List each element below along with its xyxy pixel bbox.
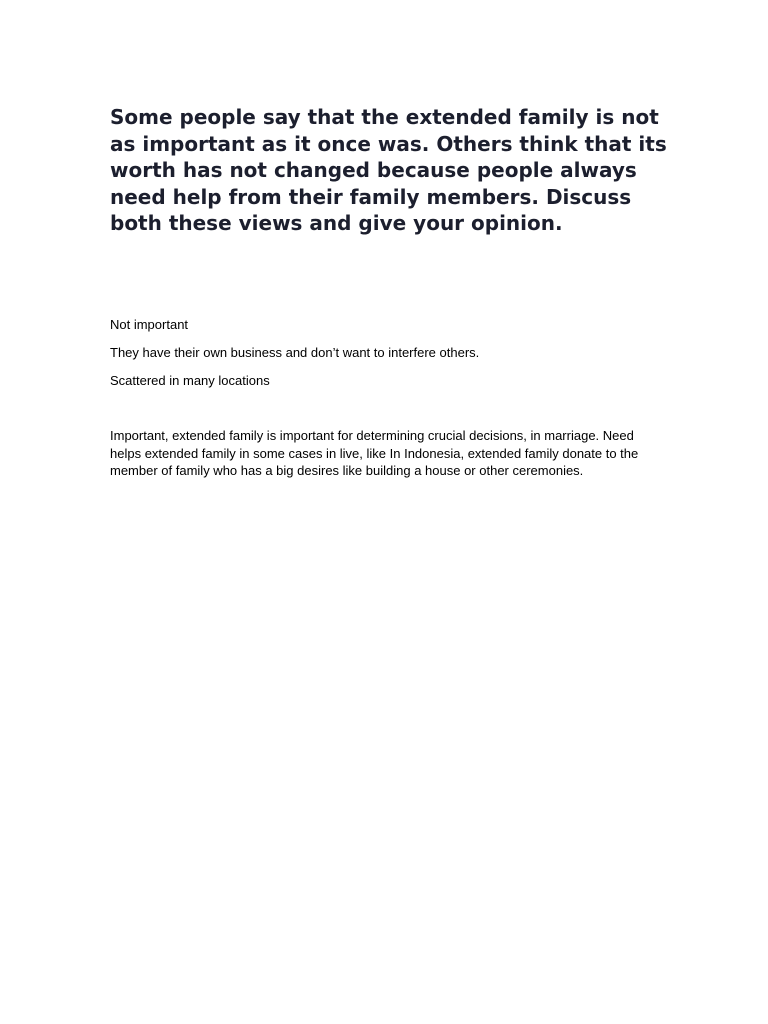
note-not-important: Not important	[110, 317, 189, 332]
note-own-business: They have their own business and don’t want to interfere others.	[110, 345, 480, 360]
essay-prompt-title: Some people say that the extended family is not as important as it once was. Others think that its worth has not changed because people always need help from their family members. Discuss both these views and give your opinion.	[110, 105, 667, 235]
important-paragraph: Important, extended family is important for determining crucial decisions, in marriage. Need helps extended family in some cases in live, like In Indonesia, extended family donate to the member of family who has a big desires like building a house or other ceremonies.	[110, 428, 639, 478]
note-scattered-locations: Scattered in many locations	[110, 373, 270, 388]
